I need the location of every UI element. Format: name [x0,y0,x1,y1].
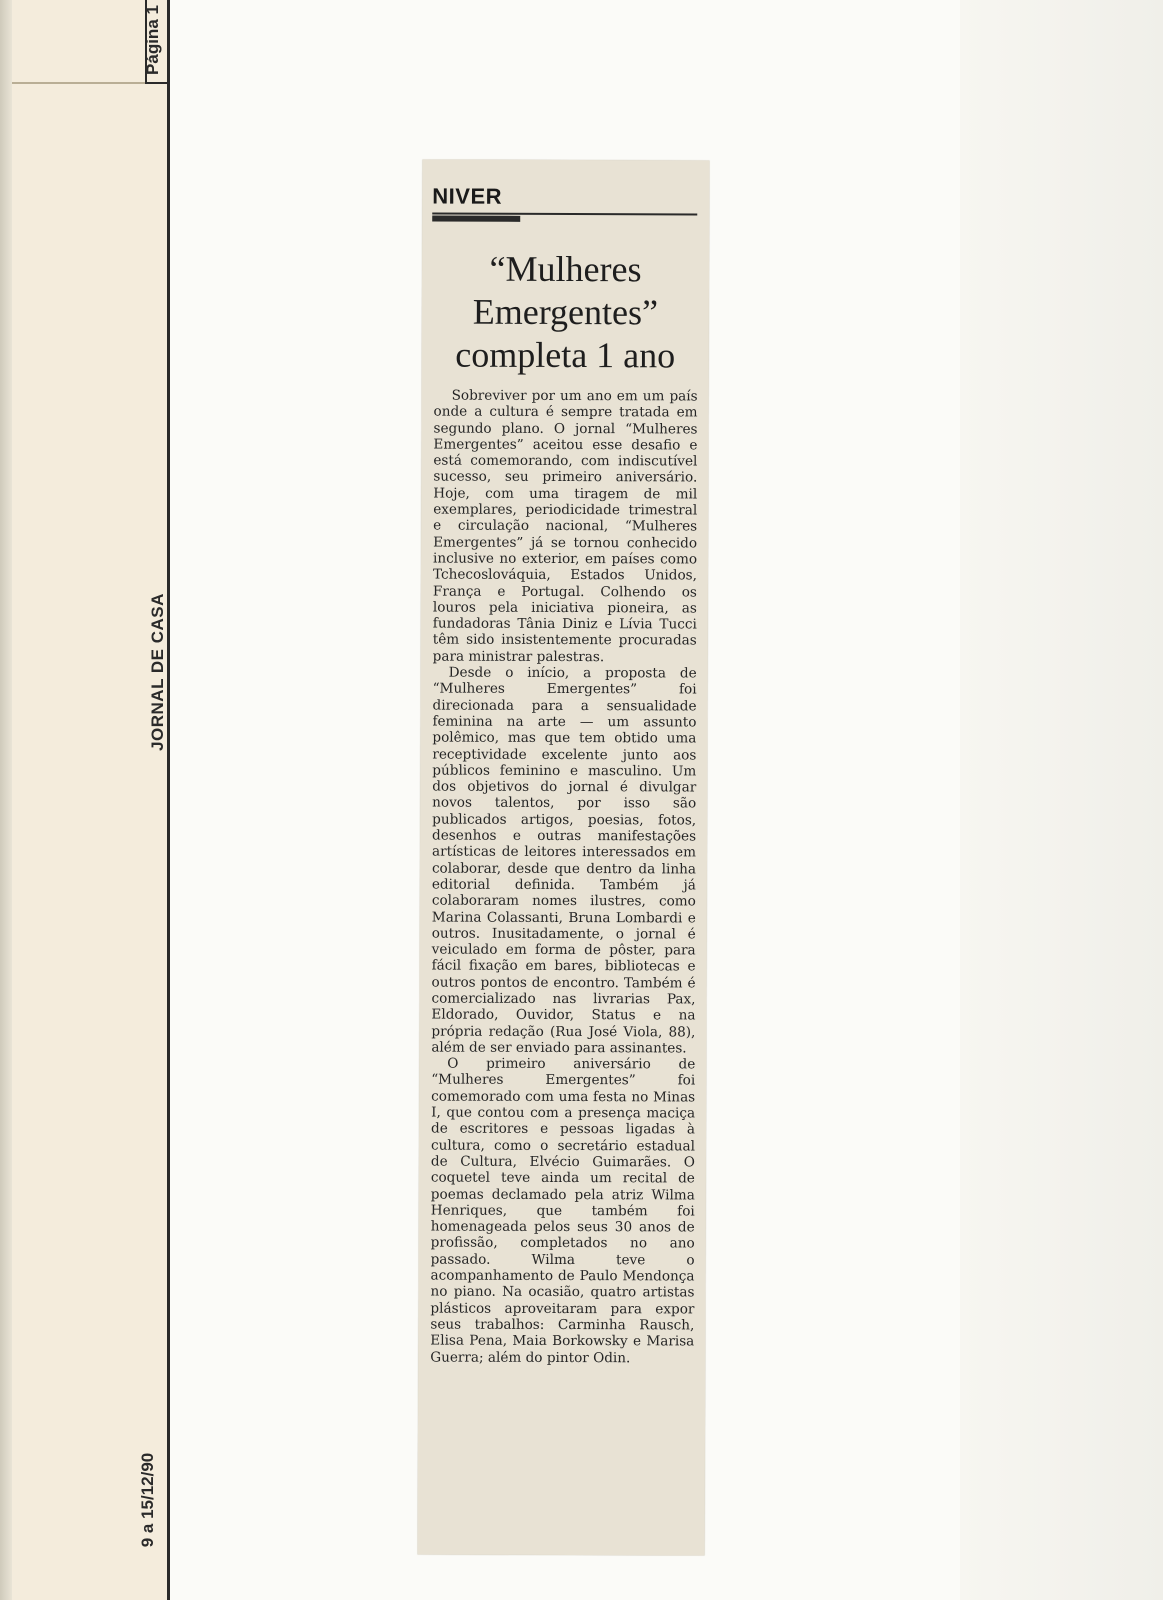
section-rule-accent [432,216,520,222]
headline-line: “Mulheres [489,248,642,290]
article-paragraph: O primeiro aniversário de “Mulheres Emergentes” foi comemorado com uma festa no Minas I, que contou com a presença maciça de escritores e pessoas ligadas à cultura, como o secretário estadual de Cultura, Elvécio Guimarães. O coquetel teve ainda um recital de poemas declamado pela atriz Wilma Henriques, que também foi homenageada pelos seus 30 anos de profissão, completados no ano passado. Wilma teve o acompanhamento de Paulo Mendonça no piano. Na ocasião, quatro artistas plásticos aproveitaram para expor seus trabalhos: Carminha Rausch, Elisa Pena, Maia Borkowsky e Marisa Guerra; além do pintor Odin. [430,1055,696,1366]
article-paragraph: Desde o início, a proposta de “Mulheres Emergentes” foi direcionada para a sensualidade feminina na arte — um assunto polêmico, mas que tem obtido uma receptividade excelente junto aos públicos feminino e masculino. Um dos objetivos do jornal é divulgar novos talentos, por isso são publicados artigos, poesias, fotos, desenhos e outras manifestações artísticas de leitores interessados em colaborar, desde que dentro da linha editorial definida. Também já colaboraram nomes ilustres, como Marina Colassanti, Bruna Lombardi e outros. Inusitadamente, o jornal é veiculado em forma de pôster, para fácil fixação em bares, bibliotecas e outros pontos de encontro. Também é comercializado nas livrarias Pax, Eldorado, Ouvidor, Status e na própria redação (Rua José Viola, 88), além de ser enviado para assinantes. [431,664,697,1057]
article-body [430,388,697,1367]
section-label: NIVER [432,183,503,209]
publication-name: JORNAL DE CASA [148,593,167,751]
headline-line: completa 1 ano [455,334,676,376]
album-margin-strip [12,0,170,1600]
section-header [432,184,697,215]
page-label: Página 1 [143,5,162,75]
scan-edge [0,0,12,1600]
headline [422,248,709,378]
newspaper-clipping [418,160,710,1556]
headline-line: Emergentes” [472,291,659,333]
publication-date: 9 a 15/12/90 [138,1452,157,1548]
paper-shade [960,0,1163,1600]
article-paragraph: Sobreviver por um ano em um país onde a cultura é sempre tratada em segundo plano. O jornal “Mulheres Emergentes” aceitou esse desafio e está comemorando, com indiscutível sucesso, seu primeiro aniversário. Hoje, com uma tiragem de mil exemplares, periodicidade trimestral e circulação nacional, “Mulheres Emergentes” já se tornou conhecido inclusive no exterior, em países como Tchecoslováquia, Estados Unidos, França e Portugal. Colhendo os louros pela iniciativa pioneira, as fundadoras Tânia Diniz e Lívia Tucci têm sido insistentemente procuradas para ministrar palestras. [432,387,698,665]
